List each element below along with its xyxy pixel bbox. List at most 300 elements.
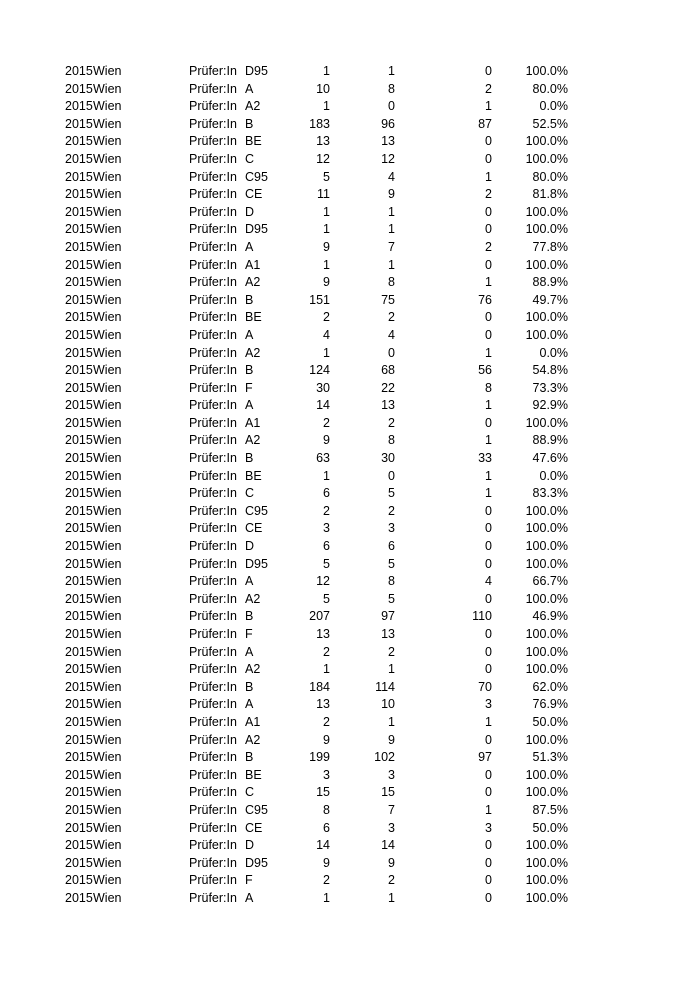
cell-city: Wien xyxy=(93,802,122,817)
cell-passed: 22 xyxy=(381,380,395,395)
cell-city: Wien xyxy=(93,222,122,237)
cell-year: 2015 xyxy=(65,187,93,202)
cell-failed: 1 xyxy=(485,433,492,448)
cell-pass-rate: 51.3% xyxy=(532,750,568,765)
cell-total: 1 xyxy=(323,64,330,78)
cell-passed: 68 xyxy=(381,363,395,378)
table-row xyxy=(0,802,700,820)
table-row xyxy=(0,468,700,486)
cell-city: Wien xyxy=(93,310,122,325)
cell-failed: 0 xyxy=(485,591,492,606)
cell-pass-rate: 73.3% xyxy=(532,380,568,395)
cell-total: 2 xyxy=(323,415,330,430)
cell-passed: 0 xyxy=(388,468,395,483)
cell-city: Wien xyxy=(93,468,122,483)
cell-year: 2015 xyxy=(65,257,93,272)
cell-role: Prüfer:In xyxy=(189,767,237,782)
cell-total: 1 xyxy=(323,345,330,360)
cell-role: Prüfer:In xyxy=(189,292,237,307)
table-row xyxy=(0,221,700,239)
cell-role: Prüfer:In xyxy=(189,204,237,219)
cell-role: Prüfer:In xyxy=(189,151,237,166)
cell-total: 13 xyxy=(316,627,330,641)
cell-role: Prüfer:In xyxy=(189,627,237,641)
cell-failed: 4 xyxy=(485,574,492,589)
cell-year: 2015 xyxy=(65,802,93,817)
cell-city: Wien xyxy=(93,890,122,905)
cell-failed: 0 xyxy=(485,64,492,78)
cell-pass-rate: 100.0% xyxy=(525,556,568,571)
cell-year: 2015 xyxy=(65,556,93,571)
cell-year: 2015 xyxy=(65,222,93,237)
table-row xyxy=(0,591,700,609)
cell-city: Wien xyxy=(93,785,122,800)
cell-role: Prüfer:In xyxy=(189,345,237,360)
cell-total: 30 xyxy=(316,380,330,395)
cell-passed: 7 xyxy=(388,802,395,817)
cell-license-class: B xyxy=(245,363,254,378)
cell-failed: 33 xyxy=(478,451,492,466)
cell-city: Wien xyxy=(93,134,122,149)
cell-failed: 0 xyxy=(485,644,492,659)
cell-passed: 5 xyxy=(388,591,395,606)
cell-total: 6 xyxy=(323,486,330,501)
cell-year: 2015 xyxy=(65,890,93,905)
cell-role: Prüfer:In xyxy=(189,662,237,677)
cell-pass-rate: 100.0% xyxy=(525,662,568,677)
cell-city: Wien xyxy=(93,415,122,430)
cell-role: Prüfer:In xyxy=(189,539,237,554)
cell-pass-rate: 100.0% xyxy=(525,521,568,536)
cell-city: Wien xyxy=(93,116,122,131)
cell-year: 2015 xyxy=(65,697,93,712)
cell-role: Prüfer:In xyxy=(189,714,237,729)
cell-city: Wien xyxy=(93,257,122,272)
cell-failed: 0 xyxy=(485,627,492,641)
cell-failed: 1 xyxy=(485,99,492,114)
cell-role: Prüfer:In xyxy=(189,802,237,817)
table-row xyxy=(0,415,700,433)
cell-failed: 0 xyxy=(485,134,492,149)
cell-passed: 8 xyxy=(388,81,395,96)
cell-passed: 2 xyxy=(388,310,395,325)
cell-pass-rate: 81.8% xyxy=(532,187,568,202)
cell-passed: 3 xyxy=(388,767,395,782)
cell-total: 9 xyxy=(323,732,330,747)
cell-pass-rate: 100.0% xyxy=(525,591,568,606)
cell-city: Wien xyxy=(93,679,122,694)
cell-passed: 1 xyxy=(388,714,395,729)
cell-failed: 3 xyxy=(485,820,492,835)
cell-failed: 0 xyxy=(485,222,492,237)
cell-license-class: CE xyxy=(245,521,263,536)
cell-pass-rate: 88.9% xyxy=(532,275,568,290)
table-row xyxy=(0,345,700,363)
cell-passed: 2 xyxy=(388,503,395,518)
cell-city: Wien xyxy=(93,591,122,606)
cell-role: Prüfer:In xyxy=(189,81,237,96)
cell-year: 2015 xyxy=(65,415,93,430)
cell-license-class: A1 xyxy=(245,257,261,272)
table-row xyxy=(0,450,700,468)
cell-license-class: B xyxy=(245,292,254,307)
cell-failed: 1 xyxy=(485,398,492,413)
cell-passed: 96 xyxy=(381,116,395,131)
cell-license-class: D95 xyxy=(245,222,268,237)
cell-pass-rate: 0.0% xyxy=(539,99,568,114)
table-row xyxy=(0,855,700,873)
cell-passed: 3 xyxy=(388,521,395,536)
cell-passed: 13 xyxy=(381,134,395,149)
cell-pass-rate: 52.5% xyxy=(532,116,568,131)
table-row xyxy=(0,644,700,662)
cell-passed: 9 xyxy=(388,855,395,870)
cell-total: 1 xyxy=(323,222,330,237)
cell-pass-rate: 80.0% xyxy=(532,169,568,184)
cell-license-class: BE xyxy=(245,310,262,325)
cell-year: 2015 xyxy=(65,380,93,395)
cell-year: 2015 xyxy=(65,750,93,765)
cell-total: 2 xyxy=(323,714,330,729)
cell-pass-rate: 100.0% xyxy=(525,855,568,870)
cell-passed: 4 xyxy=(388,169,395,184)
cell-year: 2015 xyxy=(65,503,93,518)
cell-pass-rate: 46.9% xyxy=(532,609,568,624)
cell-city: Wien xyxy=(93,292,122,307)
cell-total: 3 xyxy=(323,521,330,536)
cell-license-class: CE xyxy=(245,187,263,202)
table-row xyxy=(0,820,700,838)
cell-pass-rate: 100.0% xyxy=(525,644,568,659)
cell-role: Prüfer:In xyxy=(189,99,237,114)
cell-pass-rate: 50.0% xyxy=(532,714,568,729)
cell-pass-rate: 100.0% xyxy=(525,327,568,342)
cell-passed: 13 xyxy=(381,398,395,413)
cell-year: 2015 xyxy=(65,327,93,342)
table-row xyxy=(0,63,700,81)
cell-license-class: A2 xyxy=(245,99,261,114)
cell-license-class: A1 xyxy=(245,714,261,729)
cell-city: Wien xyxy=(93,239,122,254)
table-row xyxy=(0,784,700,802)
cell-passed: 1 xyxy=(388,257,395,272)
cell-passed: 0 xyxy=(388,345,395,360)
cell-role: Prüfer:In xyxy=(189,310,237,325)
cell-pass-rate: 87.5% xyxy=(532,802,568,817)
cell-pass-rate: 76.9% xyxy=(532,697,568,712)
cell-license-class: A1 xyxy=(245,415,261,430)
cell-passed: 1 xyxy=(388,890,395,905)
cell-year: 2015 xyxy=(65,714,93,729)
cell-passed: 75 xyxy=(381,292,395,307)
cell-city: Wien xyxy=(93,151,122,166)
cell-failed: 0 xyxy=(485,310,492,325)
cell-role: Prüfer:In xyxy=(189,134,237,149)
cell-role: Prüfer:In xyxy=(189,609,237,624)
table-row xyxy=(0,503,700,521)
cell-license-class: C95 xyxy=(245,802,268,817)
cell-total: 2 xyxy=(323,644,330,659)
cell-city: Wien xyxy=(93,433,122,448)
table-row xyxy=(0,169,700,187)
cell-pass-rate: 54.8% xyxy=(532,363,568,378)
cell-failed: 2 xyxy=(485,239,492,254)
cell-pass-rate: 100.0% xyxy=(525,627,568,641)
cell-failed: 97 xyxy=(478,750,492,765)
cell-failed: 56 xyxy=(478,363,492,378)
cell-total: 207 xyxy=(309,609,330,624)
cell-pass-rate: 0.0% xyxy=(539,468,568,483)
cell-failed: 2 xyxy=(485,81,492,96)
cell-pass-rate: 0.0% xyxy=(539,345,568,360)
cell-year: 2015 xyxy=(65,521,93,536)
cell-passed: 8 xyxy=(388,574,395,589)
cell-pass-rate: 49.7% xyxy=(532,292,568,307)
cell-license-class: A xyxy=(245,574,254,589)
cell-city: Wien xyxy=(93,187,122,202)
cell-passed: 10 xyxy=(381,697,395,712)
cell-failed: 0 xyxy=(485,890,492,905)
table-row xyxy=(0,327,700,345)
table-row xyxy=(0,274,700,292)
cell-total: 11 xyxy=(317,187,330,202)
cell-city: Wien xyxy=(93,644,122,659)
cell-failed: 70 xyxy=(478,679,492,694)
cell-passed: 2 xyxy=(388,415,395,430)
cell-total: 14 xyxy=(316,398,330,413)
table-row xyxy=(0,380,700,398)
cell-year: 2015 xyxy=(65,662,93,677)
cell-total: 13 xyxy=(316,697,330,712)
cell-pass-rate: 100.0% xyxy=(525,151,568,166)
cell-failed: 0 xyxy=(485,785,492,800)
cell-role: Prüfer:In xyxy=(189,785,237,800)
cell-pass-rate: 100.0% xyxy=(525,503,568,518)
cell-total: 63 xyxy=(316,451,330,466)
cell-failed: 1 xyxy=(485,169,492,184)
cell-license-class: CE xyxy=(245,820,263,835)
cell-failed: 0 xyxy=(485,257,492,272)
table-row xyxy=(0,538,700,556)
cell-license-class: A xyxy=(245,398,254,413)
cell-total: 3 xyxy=(323,767,330,782)
table-row xyxy=(0,151,700,169)
cell-year: 2015 xyxy=(65,820,93,835)
cell-license-class: F xyxy=(245,380,253,395)
cell-pass-rate: 100.0% xyxy=(525,222,568,237)
cell-passed: 102 xyxy=(374,750,395,765)
cell-total: 2 xyxy=(323,310,330,325)
cell-pass-rate: 100.0% xyxy=(525,890,568,905)
cell-failed: 0 xyxy=(485,662,492,677)
cell-city: Wien xyxy=(93,767,122,782)
cell-year: 2015 xyxy=(65,732,93,747)
cell-failed: 0 xyxy=(485,415,492,430)
cell-passed: 8 xyxy=(388,275,395,290)
cell-total: 2 xyxy=(323,503,330,518)
cell-total: 9 xyxy=(323,433,330,448)
cell-role: Prüfer:In xyxy=(189,873,237,888)
cell-license-class: A2 xyxy=(245,591,261,606)
cell-passed: 9 xyxy=(388,732,395,747)
cell-city: Wien xyxy=(93,873,122,888)
cell-passed: 1 xyxy=(388,662,395,677)
cell-pass-rate: 77.8% xyxy=(532,239,568,254)
cell-license-class: A xyxy=(245,327,254,342)
cell-pass-rate: 47.6% xyxy=(532,451,568,466)
cell-failed: 0 xyxy=(485,873,492,888)
cell-year: 2015 xyxy=(65,134,93,149)
cell-city: Wien xyxy=(93,398,122,413)
cell-failed: 1 xyxy=(485,486,492,501)
cell-year: 2015 xyxy=(65,363,93,378)
cell-city: Wien xyxy=(93,838,122,853)
cell-total: 1 xyxy=(323,890,330,905)
cell-total: 199 xyxy=(309,750,330,765)
cell-total: 6 xyxy=(323,539,330,554)
cell-failed: 87 xyxy=(478,116,492,131)
cell-total: 1 xyxy=(323,468,330,483)
cell-total: 12 xyxy=(316,574,330,589)
cell-failed: 1 xyxy=(485,345,492,360)
cell-year: 2015 xyxy=(65,64,93,78)
cell-passed: 5 xyxy=(388,486,395,501)
cell-year: 2015 xyxy=(65,204,93,219)
cell-role: Prüfer:In xyxy=(189,644,237,659)
table-row xyxy=(0,485,700,503)
cell-pass-rate: 83.3% xyxy=(532,486,568,501)
cell-license-class: B xyxy=(245,116,254,131)
cell-license-class: A xyxy=(245,81,254,96)
table-row xyxy=(0,432,700,450)
cell-city: Wien xyxy=(93,363,122,378)
cell-license-class: A xyxy=(245,239,254,254)
cell-pass-rate: 92.9% xyxy=(532,398,568,413)
cell-pass-rate: 100.0% xyxy=(525,838,568,853)
cell-license-class: C xyxy=(245,785,255,800)
cell-year: 2015 xyxy=(65,239,93,254)
cell-failed: 0 xyxy=(485,521,492,536)
cell-city: Wien xyxy=(93,627,122,641)
cell-role: Prüfer:In xyxy=(189,820,237,835)
cell-year: 2015 xyxy=(65,767,93,782)
table-row xyxy=(0,133,700,151)
cell-passed: 9 xyxy=(388,187,395,202)
cell-total: 9 xyxy=(323,239,330,254)
cell-passed: 97 xyxy=(381,609,395,624)
table-row xyxy=(0,556,700,574)
cell-passed: 114 xyxy=(375,679,395,694)
cell-city: Wien xyxy=(93,64,122,78)
cell-total: 5 xyxy=(323,169,330,184)
cell-city: Wien xyxy=(93,503,122,518)
table-row xyxy=(0,872,700,890)
cell-city: Wien xyxy=(93,451,122,466)
cell-role: Prüfer:In xyxy=(189,697,237,712)
cell-role: Prüfer:In xyxy=(189,116,237,131)
table-row xyxy=(0,257,700,275)
cell-year: 2015 xyxy=(65,151,93,166)
cell-role: Prüfer:In xyxy=(189,468,237,483)
table-row xyxy=(0,661,700,679)
cell-pass-rate: 100.0% xyxy=(525,257,568,272)
cell-role: Prüfer:In xyxy=(189,503,237,518)
cell-city: Wien xyxy=(93,732,122,747)
table-row xyxy=(0,573,700,591)
cell-role: Prüfer:In xyxy=(189,855,237,870)
cell-license-class: A xyxy=(245,697,254,712)
cell-passed: 0 xyxy=(388,99,395,114)
cell-total: 5 xyxy=(323,556,330,571)
cell-role: Prüfer:In xyxy=(189,64,237,78)
table-row xyxy=(0,292,700,310)
cell-role: Prüfer:In xyxy=(189,451,237,466)
cell-city: Wien xyxy=(93,714,122,729)
table-row xyxy=(0,116,700,134)
cell-pass-rate: 66.7% xyxy=(532,574,568,589)
cell-role: Prüfer:In xyxy=(189,380,237,395)
cell-city: Wien xyxy=(93,345,122,360)
cell-license-class: C95 xyxy=(245,169,268,184)
cell-license-class: F xyxy=(245,627,253,641)
cell-total: 1 xyxy=(323,99,330,114)
cell-pass-rate: 100.0% xyxy=(525,310,568,325)
cell-city: Wien xyxy=(93,99,122,114)
cell-role: Prüfer:In xyxy=(189,222,237,237)
cell-total: 1 xyxy=(323,257,330,272)
cell-failed: 110 xyxy=(472,609,492,624)
table-row xyxy=(0,98,700,116)
cell-passed: 1 xyxy=(388,222,395,237)
cell-failed: 1 xyxy=(485,714,492,729)
cell-year: 2015 xyxy=(65,873,93,888)
cell-license-class: B xyxy=(245,750,254,765)
cell-role: Prüfer:In xyxy=(189,275,237,290)
cell-city: Wien xyxy=(93,204,122,219)
cell-city: Wien xyxy=(93,556,122,571)
cell-total: 9 xyxy=(323,855,330,870)
cell-total: 5 xyxy=(323,591,330,606)
cell-role: Prüfer:In xyxy=(189,169,237,184)
cell-year: 2015 xyxy=(65,468,93,483)
cell-pass-rate: 80.0% xyxy=(532,81,568,96)
cell-failed: 1 xyxy=(485,468,492,483)
cell-passed: 8 xyxy=(388,433,395,448)
cell-passed: 3 xyxy=(388,820,395,835)
cell-pass-rate: 100.0% xyxy=(525,64,568,78)
table-row xyxy=(0,679,700,697)
cell-year: 2015 xyxy=(65,539,93,554)
cell-city: Wien xyxy=(93,697,122,712)
cell-license-class: A2 xyxy=(245,732,261,747)
table-row xyxy=(0,608,700,626)
cell-year: 2015 xyxy=(65,574,93,589)
cell-year: 2015 xyxy=(65,644,93,659)
cell-role: Prüfer:In xyxy=(189,591,237,606)
cell-license-class: C xyxy=(245,486,255,501)
cell-pass-rate: 100.0% xyxy=(525,767,568,782)
cell-pass-rate: 100.0% xyxy=(525,732,568,747)
cell-year: 2015 xyxy=(65,275,93,290)
cell-role: Prüfer:In xyxy=(189,838,237,853)
cell-role: Prüfer:In xyxy=(189,433,237,448)
cell-pass-rate: 100.0% xyxy=(525,785,568,800)
cell-license-class: D95 xyxy=(245,64,268,78)
cell-license-class: D95 xyxy=(245,855,268,870)
cell-total: 124 xyxy=(309,363,330,378)
cell-failed: 0 xyxy=(485,503,492,518)
cell-year: 2015 xyxy=(65,116,93,131)
